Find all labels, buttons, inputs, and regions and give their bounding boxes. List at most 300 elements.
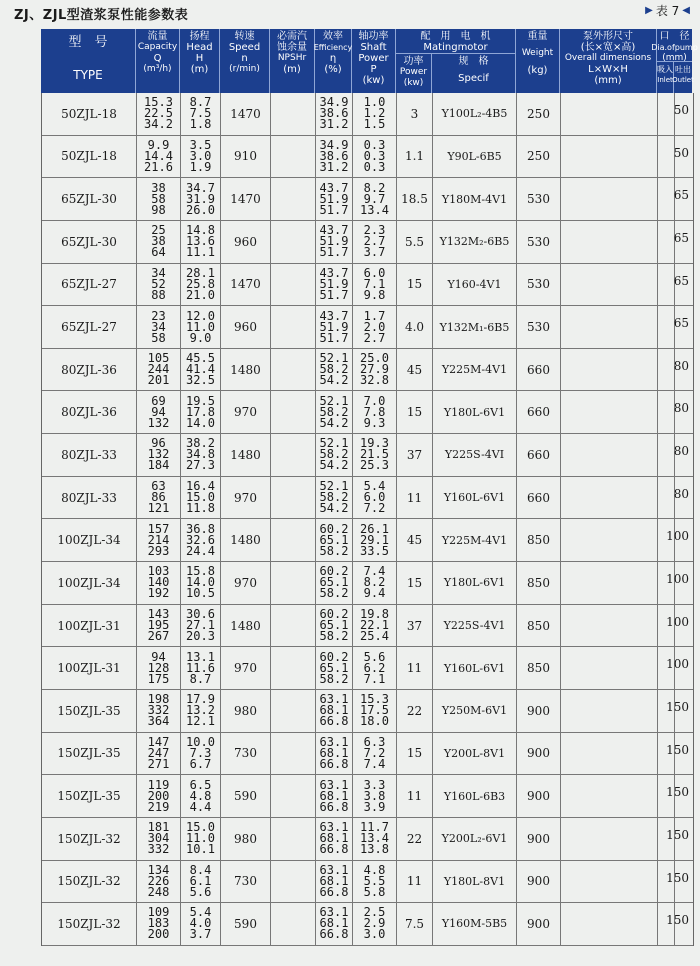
- cell-value: 2.7: [363, 234, 386, 249]
- table-row: [42, 93, 693, 136]
- cell-dim: [561, 903, 658, 945]
- cell-value: 16.4: [186, 479, 215, 494]
- cell-n: [221, 690, 271, 732]
- cell-q: [137, 818, 181, 860]
- cell-value: 43.7: [319, 223, 349, 238]
- cell-value: 660: [527, 490, 550, 505]
- cell-value: 6.2: [363, 660, 386, 675]
- cell-value: 51.9: [319, 319, 349, 334]
- cell-p-values: [360, 438, 389, 471]
- cell-value: 6.5: [189, 777, 212, 792]
- cell-value: 34.9: [319, 95, 349, 110]
- cell-value: 9.3: [363, 415, 386, 430]
- cell-mp: [397, 349, 433, 391]
- cell-type: [42, 264, 137, 306]
- cell-value: 2.7: [363, 330, 386, 345]
- cell-h-values: [186, 393, 215, 430]
- cell-value: 250: [527, 149, 550, 164]
- cell-p: [353, 775, 397, 817]
- cell-value: 22.1: [360, 618, 389, 632]
- cell-q: [137, 349, 181, 391]
- cell-p: [353, 93, 397, 135]
- cell-value: 31.2: [319, 117, 349, 132]
- cell-dim: [561, 477, 658, 519]
- cell-value: 119: [147, 777, 170, 792]
- cell-mp: [397, 733, 433, 775]
- cell-n: [221, 562, 271, 604]
- cell-value: 80: [673, 358, 689, 373]
- cell-p: [353, 647, 397, 689]
- cell-q-values: [148, 907, 170, 940]
- cell-q: [137, 690, 181, 732]
- cell-value: 37: [406, 618, 423, 633]
- cell-dim: [561, 690, 658, 732]
- cell-value: 68.1: [319, 703, 349, 718]
- cell-value: 65: [673, 230, 689, 245]
- cell-outlet: [667, 93, 693, 135]
- cell-value: 3.7: [363, 245, 386, 260]
- cell-eff-values: [319, 308, 349, 345]
- cell-dim: [561, 264, 658, 306]
- cell-value: 200: [147, 788, 170, 803]
- cell-mp: [397, 391, 433, 433]
- cell-dim: [561, 733, 658, 775]
- cell-h-values: [186, 353, 215, 386]
- cell-q-values: [144, 97, 173, 130]
- cell-value: 65.1: [319, 618, 349, 632]
- table-row: [42, 562, 693, 605]
- cell-p: [353, 264, 397, 306]
- cell-npsh: [271, 477, 316, 519]
- cell-type: [42, 818, 137, 860]
- cell-spec: [433, 861, 517, 903]
- cell-n: [221, 477, 271, 519]
- cell-p-values: [363, 734, 386, 771]
- cell-eff-values: [319, 862, 349, 899]
- cell-value: 5.5: [404, 234, 425, 249]
- cell-value: Y180L-6V1: [443, 405, 506, 419]
- cell-npsh: [271, 861, 316, 903]
- cell-value: 66.8: [319, 842, 349, 857]
- cell-w: [517, 903, 561, 945]
- cell-value: 63.1: [319, 777, 349, 792]
- cell-q: [137, 136, 181, 178]
- cell-value: Y225M-4V1: [441, 363, 508, 377]
- cell-value: 150ZJL-35: [57, 703, 121, 718]
- cell-value: 22: [406, 703, 423, 718]
- cell-h-values: [186, 521, 215, 558]
- cell-outlet: [667, 349, 693, 391]
- cell-value: 970: [234, 490, 257, 505]
- cell-value: 181: [147, 820, 170, 835]
- cell-value: 850: [527, 618, 550, 633]
- cell-p: [353, 391, 397, 433]
- cell-value: 38.6: [319, 106, 349, 121]
- cell-mp: [397, 562, 433, 604]
- cell-value: 51.9: [319, 191, 349, 206]
- cell-eff-values: [320, 907, 349, 940]
- cell-value: 3.0: [189, 148, 212, 163]
- cell-value: 22: [406, 831, 423, 846]
- cell-dim: [561, 647, 658, 689]
- cell-value: 15: [406, 405, 423, 420]
- cell-npsh: [271, 391, 316, 433]
- cell-type: [42, 93, 137, 135]
- cell-mp: [397, 93, 433, 135]
- table-row: [42, 861, 693, 904]
- cell-n: [221, 733, 271, 775]
- cell-value: 80ZJL-36: [61, 405, 117, 420]
- cell-value: 150ZJL-32: [57, 916, 121, 931]
- cell-value: 226: [147, 873, 170, 888]
- cell-value: 3.5: [189, 137, 212, 152]
- cell-eff-values: [320, 97, 349, 130]
- cell-value: 66.8: [319, 756, 349, 771]
- cell-outlet: [667, 605, 693, 647]
- cell-value: 5.4: [189, 905, 212, 920]
- cell-type: [42, 562, 137, 604]
- cell-value: 19.5: [186, 393, 215, 408]
- cell-mp: [397, 477, 433, 519]
- cell-type: [42, 434, 137, 476]
- cell-q-values: [147, 734, 170, 771]
- cell-q-values: [144, 137, 173, 174]
- cell-value: 11.1: [186, 245, 215, 260]
- cell-value: 150: [666, 870, 689, 885]
- cell-type: [42, 306, 137, 348]
- cell-value: 150: [666, 742, 689, 757]
- cell-h-values: [186, 649, 215, 686]
- cell-value: 58.2: [319, 671, 349, 686]
- cell-h: [181, 562, 221, 604]
- cell-npsh: [271, 519, 316, 561]
- cell-value: 94: [151, 649, 166, 664]
- cell-npsh: [271, 349, 316, 391]
- cell-npsh: [271, 903, 316, 945]
- cell-value: 10.1: [186, 842, 215, 857]
- cell-w: [517, 562, 561, 604]
- cell-value: 63.1: [319, 862, 349, 877]
- table-row: [42, 647, 693, 690]
- cell-n: [221, 178, 271, 220]
- cell-value: 15.8: [186, 564, 215, 579]
- header-speed: 转速 Speed n (r/min): [220, 29, 270, 93]
- cell-value: 33.5: [360, 543, 389, 558]
- cell-h-values: [186, 180, 215, 217]
- cell-n: [221, 136, 271, 178]
- cell-value: 248: [147, 884, 170, 899]
- cell-q-values: [148, 438, 170, 471]
- cell-value: 51.9: [319, 276, 349, 291]
- cell-value: 660: [527, 447, 550, 462]
- cell-value: Y132M₁-6B5: [439, 320, 510, 334]
- cell-spec: [433, 562, 517, 604]
- cell-spec: [433, 349, 517, 391]
- cell-q-values: [151, 265, 166, 302]
- cell-value: 12.1: [186, 714, 215, 729]
- cell-h: [181, 903, 221, 945]
- cell-spec: [433, 818, 517, 860]
- cell-eff-values: [319, 734, 349, 771]
- cell-p-values: [363, 137, 386, 174]
- cell-value: 970: [234, 405, 257, 420]
- cell-value: 4.0: [404, 320, 425, 335]
- cell-q: [137, 434, 181, 476]
- cell-eff: [316, 818, 353, 860]
- header-motor: 配 用 电 机 Matingmotor: [396, 29, 516, 93]
- cell-value: 219: [147, 799, 170, 814]
- cell-value: 1.7: [363, 308, 386, 323]
- cell-value: 51.7: [319, 330, 349, 345]
- cell-value: 9.0: [189, 330, 212, 345]
- cell-value: 65.1: [319, 532, 349, 547]
- cell-type: [42, 136, 137, 178]
- cell-h: [181, 519, 221, 561]
- cell-h: [181, 264, 221, 306]
- cell-outlet: [667, 477, 693, 519]
- cell-p: [353, 519, 397, 561]
- cell-value: 64: [151, 245, 166, 260]
- cell-value: 1470: [230, 106, 261, 121]
- cell-value: 27.3: [186, 458, 215, 473]
- cell-value: 5.5: [363, 873, 386, 888]
- cell-value: 200: [147, 927, 170, 942]
- cell-eff-values: [320, 566, 349, 599]
- cell-h-values: [186, 438, 215, 471]
- cell-value: Y160L-6B3: [443, 789, 506, 803]
- cell-value: 332: [147, 703, 170, 718]
- cell-value: 80ZJL-33: [61, 447, 117, 462]
- cell-mp: [397, 861, 433, 903]
- cell-value: 27.9: [360, 362, 389, 377]
- table-number: [645, 2, 690, 19]
- cell-value: 214: [147, 532, 170, 547]
- cell-h-values: [190, 97, 212, 130]
- cell-value: 8.2: [363, 180, 386, 195]
- cell-eff: [316, 221, 353, 263]
- cell-value: 60.2: [319, 649, 349, 664]
- cell-eff: [316, 93, 353, 135]
- cell-value: 14.8: [186, 223, 215, 238]
- cell-value: 147: [147, 734, 170, 749]
- cell-outlet: [667, 519, 693, 561]
- cell-w: [517, 861, 561, 903]
- cell-value: 66.8: [319, 927, 349, 942]
- cell-value: 14.4: [144, 148, 173, 163]
- cell-value: 730: [234, 874, 257, 889]
- cell-value: 11: [406, 490, 423, 505]
- cell-value: 100ZJL-31: [57, 618, 121, 633]
- cell-value: 960: [234, 320, 257, 335]
- header-type: 型 号 TYPE: [41, 29, 136, 93]
- cell-value: 52.1: [319, 351, 349, 366]
- cell-h: [181, 349, 221, 391]
- cell-q-values: [147, 393, 170, 430]
- cell-q: [137, 903, 181, 945]
- cell-p-values: [363, 862, 386, 899]
- cell-w: [517, 264, 561, 306]
- cell-value: 80ZJL-33: [61, 490, 117, 505]
- header-npsh: 必需汽 蚀余量 NPSHr (m): [270, 29, 315, 93]
- cell-value: 52.1: [319, 436, 349, 451]
- cell-n: [221, 306, 271, 348]
- cell-value: 590: [234, 916, 257, 931]
- cell-value: 54.2: [319, 458, 349, 473]
- cell-eff: [316, 690, 353, 732]
- cell-w: [517, 775, 561, 817]
- cell-outlet: [667, 221, 693, 263]
- cell-value: 7.0: [363, 393, 386, 408]
- cell-p: [353, 861, 397, 903]
- cell-dim: [561, 178, 658, 220]
- cell-value: 6.7: [189, 756, 212, 771]
- cell-spec: [433, 178, 517, 220]
- cell-npsh: [271, 264, 316, 306]
- cell-q-values: [151, 225, 165, 258]
- cell-h: [181, 775, 221, 817]
- cell-value: 32.8: [360, 373, 389, 388]
- cell-value: 11.7: [360, 820, 389, 835]
- cell-value: 13.4: [360, 202, 389, 217]
- cell-mp: [397, 264, 433, 306]
- cell-npsh: [271, 690, 316, 732]
- cell-value: 121: [147, 501, 170, 516]
- cell-dim: [561, 349, 658, 391]
- cell-value: 37: [406, 447, 423, 462]
- cell-h: [181, 306, 221, 348]
- cell-p-values: [360, 822, 389, 855]
- cell-npsh: [271, 647, 316, 689]
- cell-h-values: [186, 265, 215, 302]
- cell-value: 88: [151, 287, 166, 302]
- cell-value: 66.8: [319, 884, 349, 899]
- cell-value: 8.7: [189, 671, 212, 686]
- cell-value: 109: [147, 905, 170, 920]
- cell-value: 65: [673, 188, 689, 203]
- cell-type: [42, 349, 137, 391]
- cell-eff: [316, 349, 353, 391]
- cell-value: 80: [673, 444, 689, 459]
- cell-value: 1480: [230, 533, 261, 548]
- page-title: ZJ、ZJL型渣浆泵性能参数表: [14, 8, 189, 23]
- cell-value: Y180M-4V1: [441, 192, 508, 206]
- cell-value: 132: [147, 415, 170, 430]
- cell-value: 58: [151, 191, 166, 206]
- cell-eff: [316, 477, 353, 519]
- cell-eff: [316, 434, 353, 476]
- cell-value: 100ZJL-31: [57, 661, 121, 676]
- cell-q: [137, 178, 181, 220]
- cell-value: 192: [147, 586, 170, 601]
- cell-mp: [397, 306, 433, 348]
- cell-h-values: [186, 225, 215, 258]
- cell-p-values: [360, 521, 389, 558]
- cell-value: 7.5: [404, 916, 425, 931]
- cell-value: 19.3: [360, 436, 389, 451]
- cell-spec: [433, 434, 517, 476]
- cell-eff-values: [319, 265, 349, 302]
- cell-value: Y225S-4V1: [443, 619, 506, 632]
- table-row: [42, 818, 693, 861]
- cell-w: [517, 93, 561, 135]
- cell-h: [181, 605, 221, 647]
- cell-value: 900: [527, 789, 550, 804]
- cell-outlet: [667, 264, 693, 306]
- cell-value: 980: [234, 703, 257, 718]
- cell-q: [137, 306, 181, 348]
- cell-q-values: [148, 566, 170, 599]
- cell-outlet: [667, 818, 693, 860]
- cell-q: [137, 733, 181, 775]
- cell-q-values: [151, 180, 166, 217]
- cell-value: 34: [151, 265, 166, 280]
- table-row: [42, 434, 693, 477]
- cell-n: [221, 264, 271, 306]
- cell-value: 660: [527, 362, 550, 377]
- cell-value: 7.3: [189, 745, 212, 760]
- cell-value: 530: [527, 192, 550, 207]
- cell-p-values: [360, 180, 389, 217]
- cell-p-values: [363, 265, 386, 302]
- cell-value: 13.1: [186, 649, 215, 664]
- cell-value: 3: [410, 106, 419, 121]
- cell-value: 140: [147, 575, 170, 590]
- cell-p: [353, 477, 397, 519]
- cell-value: 29.1: [360, 532, 389, 547]
- cell-value: 43.7: [319, 180, 349, 195]
- cell-w: [517, 306, 561, 348]
- cell-value: 51.7: [319, 287, 349, 302]
- cell-n: [221, 861, 271, 903]
- cell-value: 143: [147, 607, 170, 621]
- cell-value: 98: [151, 202, 166, 217]
- cell-value: 58.2: [319, 490, 349, 505]
- cell-value: 52.1: [319, 479, 349, 494]
- cell-npsh: [271, 562, 316, 604]
- cell-dim: [561, 562, 658, 604]
- cell-value: 50: [673, 103, 689, 117]
- cell-value: 198: [147, 692, 170, 707]
- cell-q-values: [148, 609, 170, 642]
- cell-q: [137, 264, 181, 306]
- cell-value: 21.0: [186, 287, 215, 302]
- cell-eff: [316, 647, 353, 689]
- cell-value: 9.9: [147, 137, 170, 152]
- cell-q-values: [148, 822, 170, 855]
- cell-value: 58.2: [319, 404, 349, 419]
- cell-n: [221, 903, 271, 945]
- header-motor-spec: 规 格 Specif: [432, 53, 516, 93]
- cell-value: 58.2: [319, 629, 349, 643]
- cell-value: 30.6: [186, 607, 215, 621]
- cell-n: [221, 818, 271, 860]
- cell-value: 9.7: [363, 191, 386, 206]
- cell-value: 8.2: [363, 575, 386, 590]
- cell-outlet: [667, 434, 693, 476]
- cell-value: 530: [527, 277, 550, 292]
- cell-p: [353, 434, 397, 476]
- cell-value: 25.8: [186, 276, 215, 291]
- cell-h-values: [186, 308, 215, 345]
- cell-type: [42, 477, 137, 519]
- cell-value: 18.5: [401, 192, 428, 207]
- cell-h: [181, 434, 221, 476]
- cell-n: [221, 775, 271, 817]
- cell-value: 31.9: [186, 191, 215, 206]
- cell-npsh: [271, 605, 316, 647]
- cell-value: 26.0: [186, 202, 215, 217]
- cell-value: 13.2: [186, 703, 215, 718]
